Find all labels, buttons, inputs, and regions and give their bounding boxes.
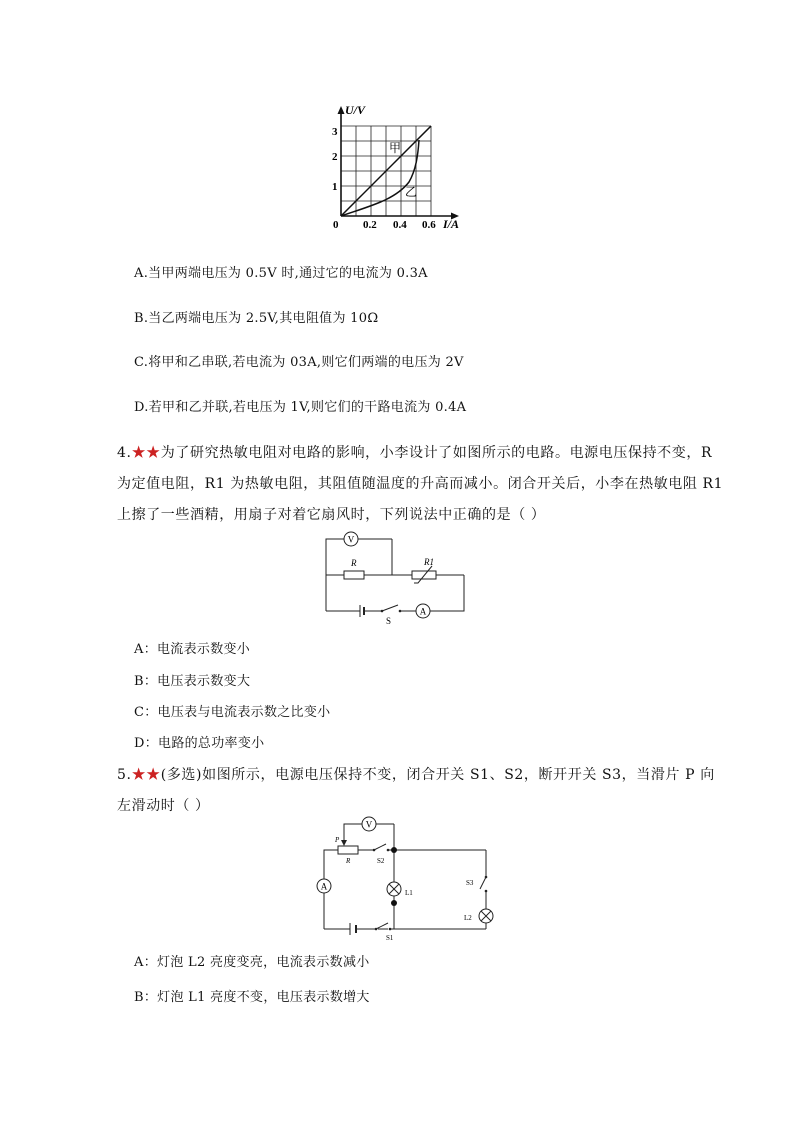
q4-difficulty-stars: ★★ (131, 445, 161, 461)
q5-junction-dot (391, 847, 397, 853)
y-axis-label: U/V (345, 103, 366, 117)
q5-option-a: A：灯泡 L2 亮度变亮，电流表示数减小 (134, 955, 370, 970)
q4-thermistor-label: R1 (424, 557, 434, 567)
q5-rheostat-label: R (346, 857, 351, 865)
q4-switch-contact (381, 610, 384, 613)
q5-lamp-l2-icon (479, 909, 493, 923)
q5-lamp-l1-icon (387, 882, 401, 896)
y-tick-3: 3 (332, 126, 338, 138)
q4-circuit-diagram (320, 528, 470, 624)
q3-option-d: D.若甲和乙并联,若电压为 1V,则它们的干路电流为 0.4A (134, 400, 467, 415)
q4-number: 4. (117, 445, 132, 461)
q5-s3-label: S3 (466, 879, 474, 887)
q5-line-1 (117, 764, 715, 784)
q5-slider-arrow-icon (341, 840, 347, 846)
q4-voltmeter-label: V (347, 534, 355, 545)
q3-option-b: B.当乙两端电压为 2.5V,其电阻值为 10Ω (134, 311, 379, 326)
q5-line-2: 左滑动时（ ） (117, 798, 210, 814)
q4-option-c: C：电压表与电流表示数之比变小 (134, 705, 331, 720)
q5-number: 5. (117, 767, 132, 783)
q5-s1-contact (375, 928, 378, 931)
q5-voltmeter-label: V (365, 819, 373, 830)
q4-text-1: 为了研究热敏电阻对电路的影响，小李设计了如图所示的电路。电源电压保持不变，R (160, 445, 713, 461)
ui-graph (325, 100, 465, 235)
y-tick-2: 2 (332, 151, 338, 163)
q5-s1-contact (389, 928, 392, 931)
q5-l2-label: L2 (464, 914, 472, 922)
q5-s2-contact (373, 849, 376, 852)
q5-option-b: B：灯泡 L1 亮度不变，电压表示数增大 (134, 990, 370, 1005)
q4-option-b: B：电压表示数变大 (134, 674, 251, 689)
q5-s2-label: S2 (377, 857, 385, 865)
y-axis-arrow (338, 106, 345, 114)
q4-line-3: 上擦了一些酒精，用扇子对着它扇风时，下列说法中正确的是（ ） (117, 507, 546, 523)
origin-label: 0 (333, 219, 339, 231)
q4-resistor-label: R (351, 558, 357, 568)
q5-ammeter-label: A (320, 881, 328, 892)
x-tick-06: 0.6 (422, 219, 436, 231)
q3-option-a: A.当甲两端电压为 0.5V 时,通过它的电流为 0.3A (134, 266, 428, 281)
q3-option-c: C.将甲和乙串联,若电流为 03A,则它们两端的电压为 2V (134, 355, 464, 370)
q5-text-1: (多选)如图所示，电源电压保持不变，闭合开关 S1、S2，断开开关 S3，当滑片 P 向 (160, 767, 715, 783)
x-axis-label: I/A (443, 217, 460, 231)
q5-circuit-diagram (310, 815, 500, 941)
q4-switch-contact (399, 610, 402, 613)
curve-jia-label: 甲 (389, 141, 402, 155)
q4-option-a: A：电流表示数变小 (134, 642, 251, 657)
curve-yi-label: 乙 (405, 185, 418, 199)
q4-option-d: D：电路的总功率变小 (134, 736, 265, 751)
q4-line-2: 为定值电阻，R1 为热敏电阻，其阻值随温度的升高而减小。闭合开关后，小李在热敏电阻 R1 (117, 476, 724, 492)
q5-s1-label: S1 (386, 934, 394, 941)
q5-difficulty-stars: ★★ (131, 767, 161, 783)
q5-s2-contact (387, 849, 390, 852)
q4-switch-label: S (386, 616, 392, 624)
q5-slider-label: P (335, 836, 340, 844)
y-tick-1: 1 (332, 181, 338, 193)
q5-junction-dot (391, 900, 397, 906)
q5-l1-label: L1 (405, 889, 413, 897)
q5-rheostat-icon (338, 846, 358, 854)
x-tick-04: 0.4 (393, 219, 407, 231)
q5-s3-contact (485, 890, 488, 893)
q4-ammeter-label: A (419, 606, 427, 617)
q4-line-1 (117, 442, 712, 462)
x-tick-02: 0.2 (363, 219, 377, 231)
q4-resistor-icon (344, 571, 364, 579)
q5-s3-contact (485, 876, 488, 879)
